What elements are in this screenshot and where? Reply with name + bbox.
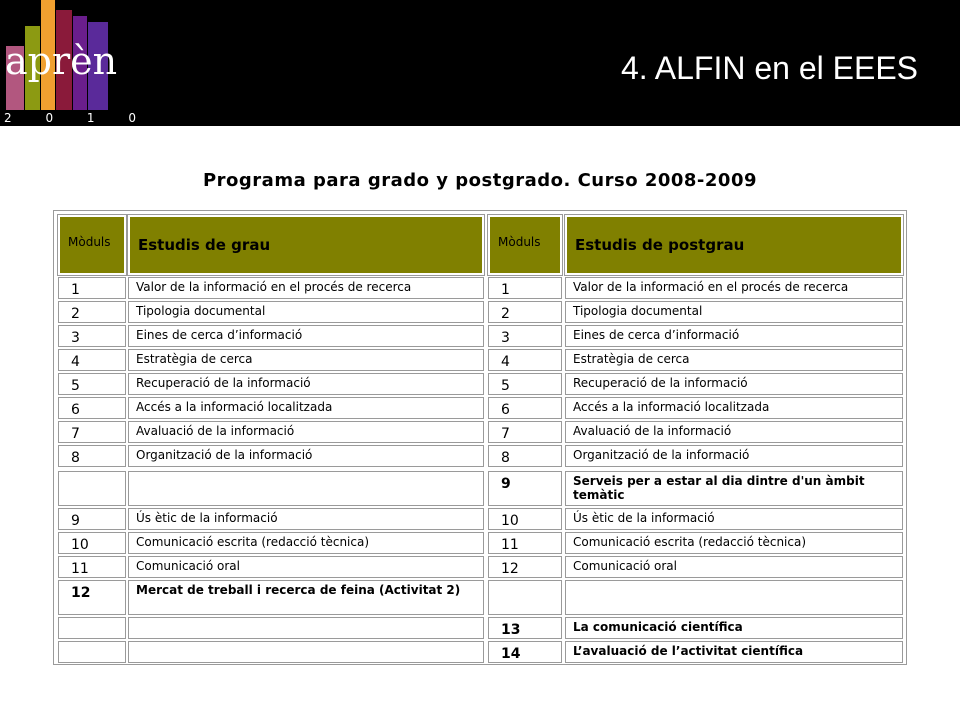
left-module-number	[58, 471, 126, 506]
apren-2010-logo	[0, 0, 151, 126]
left-module-name: Ús ètic de la informació	[128, 508, 484, 530]
right-module-name: Accés a la informació localitzada	[565, 397, 903, 419]
right-module-name: Serveis per a estar al dia dintre d'un àmbit temàtic	[565, 471, 903, 506]
right-module-number: 12	[488, 556, 562, 578]
right-module-name: Tipologia documental	[565, 301, 903, 323]
right-module-number: 11	[488, 532, 562, 554]
left-module-name: Mercat de treball i recerca de feina (Activitat 2)	[128, 580, 484, 615]
left-module-number: 1	[58, 277, 126, 299]
left-module-number: 8	[58, 445, 126, 467]
left-module-number: 6	[58, 397, 126, 419]
left-module-name: Tipologia documental	[128, 301, 484, 323]
left-module-number: 4	[58, 349, 126, 371]
right-module-number: 3	[488, 325, 562, 347]
right-module-number: 8	[488, 445, 562, 467]
right-module-number	[488, 580, 562, 615]
right-module-name: Estratègia de cerca	[565, 349, 903, 371]
left-module-name	[128, 617, 484, 639]
right-module-name	[565, 580, 903, 615]
right-module-number: 13	[488, 617, 562, 639]
right-header-title: Estudis de postgrau	[565, 215, 903, 275]
left-module-number: 7	[58, 421, 126, 443]
right-module-name: Comunicació oral	[565, 556, 903, 578]
right-module-name: Valor de la informació en el procés de recerca	[565, 277, 903, 299]
right-module-number: 2	[488, 301, 562, 323]
slide-title: 4. ALFIN en el EEES	[620, 50, 918, 86]
left-module-name: Organització de la informació	[128, 445, 484, 467]
left-module-number	[58, 641, 126, 663]
left-module-number: 10	[58, 532, 126, 554]
left-module-name: Avaluació de la informació	[128, 421, 484, 443]
left-module-number: 2	[58, 301, 126, 323]
right-module-name: La comunicació científica	[565, 617, 903, 639]
right-module-name: Ús ètic de la informació	[565, 508, 903, 530]
right-module-number: 9	[488, 471, 562, 506]
table-caption: Programa para grado y postgrado. Curso 2008-2009	[202, 170, 757, 191]
right-module-number: 7	[488, 421, 562, 443]
left-module-name: Valor de la informació en el procés de recerca	[128, 277, 484, 299]
left-module-name: Comunicació oral	[128, 556, 484, 578]
right-module-name: Eines de cerca d’informació	[565, 325, 903, 347]
right-module-name: Comunicació escrita (redacció tècnica)	[565, 532, 903, 554]
right-module-name: L’avaluació de l’activitat científica	[565, 641, 903, 663]
left-module-number: 9	[58, 508, 126, 530]
left-module-number: 12	[58, 580, 126, 615]
right-module-number: 10	[488, 508, 562, 530]
right-module-number: 6	[488, 397, 562, 419]
right-module-name: Recuperació de la informació	[565, 373, 903, 395]
left-header-modules: Mòduls	[58, 215, 126, 275]
right-module-number: 1	[488, 277, 562, 299]
left-module-name: Comunicació escrita (redacció tècnica)	[128, 532, 484, 554]
modules-table	[53, 210, 907, 665]
left-module-name: Estratègia de cerca	[128, 349, 484, 371]
left-module-name	[128, 641, 484, 663]
right-module-number: 5	[488, 373, 562, 395]
svg-text:aprèn: aprèn	[5, 39, 118, 83]
left-module-name	[128, 471, 484, 506]
left-module-name: Recuperació de la informació	[128, 373, 484, 395]
left-module-name: Accés a la informació localitzada	[128, 397, 484, 419]
right-module-name: Avaluació de la informació	[565, 421, 903, 443]
right-module-number: 14	[488, 641, 562, 663]
left-module-name: Eines de cerca d’informació	[128, 325, 484, 347]
left-module-number: 11	[58, 556, 126, 578]
svg-text:2 0 1 0: 2 0 1 0	[4, 111, 151, 125]
right-module-name: Organització de la informació	[565, 445, 903, 467]
left-module-number: 5	[58, 373, 126, 395]
left-header-title: Estudis de grau	[128, 215, 484, 275]
left-module-number: 3	[58, 325, 126, 347]
slide-header-bar	[0, 0, 960, 126]
left-module-number	[58, 617, 126, 639]
right-header-modules: Mòduls	[488, 215, 562, 275]
right-module-number: 4	[488, 349, 562, 371]
